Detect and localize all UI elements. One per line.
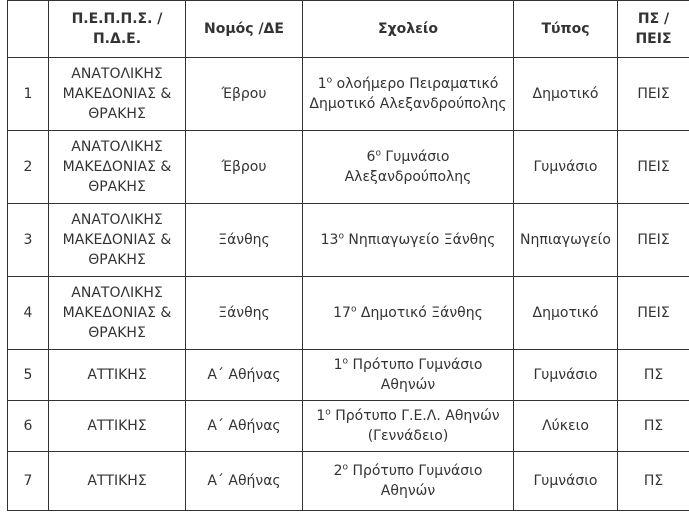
table-row <box>8 58 689 131</box>
school-ordinal: 17 <box>333 305 351 321</box>
school-ordinal-suffix: ο <box>342 356 348 367</box>
school-cell <box>303 401 514 452</box>
school-ordinal: 1 <box>316 408 326 424</box>
header-prefecture: Νομός /ΔΕ <box>186 1 303 58</box>
table-row <box>8 350 689 401</box>
school-name: Πρότυπο Γ.Ε.Λ. Αθηνών (Γεννάδειο) <box>330 408 500 444</box>
category-cell: ΠΕΙΣ <box>618 277 689 350</box>
prefecture-cell: Ξάνθης <box>186 204 303 277</box>
table-row <box>8 401 689 452</box>
table-row <box>8 277 689 350</box>
school-name: ολοήμερο Πειραματικό Δημοτικό Αλεξανδρούπολης <box>309 76 507 112</box>
row-number: 6 <box>8 401 49 452</box>
school-ordinal: 2 <box>333 463 343 479</box>
prefecture-cell: Α΄ Αθήνας <box>186 452 303 511</box>
category-cell: ΠΕΙΣ <box>618 58 689 131</box>
row-number: 3 <box>8 204 49 277</box>
region-cell: ΑΝΑΤΟΛΙΚΗΣ ΜΑΚΕΔΟΝΙΑΣ & ΘΡΑΚΗΣ <box>49 277 186 350</box>
school-ordinal-suffix: ο <box>342 462 348 473</box>
category-cell: ΠΣ <box>618 401 689 452</box>
type-cell: Γυμνάσιο <box>514 131 618 204</box>
school-name: Νηπιαγωγείο Ξάνθης <box>343 232 496 248</box>
school-ordinal-suffix: ο <box>350 304 357 315</box>
prefecture-cell: Έβρου <box>186 58 303 131</box>
type-cell: Δημοτικό <box>514 277 618 350</box>
school-cell <box>303 131 514 204</box>
row-number: 2 <box>8 131 49 204</box>
region-cell: ΑΤΤΙΚΗΣ <box>49 452 186 511</box>
table-row <box>8 131 689 204</box>
type-cell: Δημοτικό <box>514 58 618 131</box>
school-cell <box>303 452 514 511</box>
type-cell: Νηπιαγωγείο <box>514 204 618 277</box>
row-number: 1 <box>8 58 49 131</box>
category-cell: ΠΕΙΣ <box>618 204 689 277</box>
school-ordinal: 1 <box>317 76 327 92</box>
region-cell: ΑΝΑΤΟΛΙΚΗΣ ΜΑΚΕΔΟΝΙΑΣ & ΘΡΑΚΗΣ <box>49 204 186 277</box>
school-ordinal: 1 <box>333 357 343 373</box>
type-cell: Γυμνάσιο <box>514 350 618 401</box>
row-number: 5 <box>8 350 49 401</box>
prefecture-cell: Έβρου <box>186 131 303 204</box>
school-name: Πρότυπο Γυμνάσιο Αθηνών <box>348 357 483 393</box>
school-ordinal: 6 <box>366 149 376 165</box>
header-school: Σχολείο <box>303 1 514 58</box>
prefecture-cell: Α΄ Αθήνας <box>186 350 303 401</box>
type-cell: Γυμνάσιο <box>514 452 618 511</box>
school-ordinal-suffix: ο <box>338 231 344 242</box>
schools-table <box>7 0 689 511</box>
category-cell: ΠΣ <box>618 452 689 511</box>
region-cell: ΑΝΑΤΟΛΙΚΗΣ ΜΑΚΕΔΟΝΙΑΣ & ΘΡΑΚΗΣ <box>49 58 186 131</box>
table-row <box>8 204 689 277</box>
region-cell: ΑΤΤΙΚΗΣ <box>49 350 186 401</box>
school-ordinal-suffix: ο <box>326 75 333 86</box>
row-number: 7 <box>8 452 49 511</box>
category-cell: ΠΕΙΣ <box>618 131 689 204</box>
school-cell <box>303 277 514 350</box>
school-ordinal-suffix: ο <box>325 407 331 418</box>
school-ordinal: 13 <box>320 232 339 248</box>
school-ordinal-suffix: ο <box>375 148 381 159</box>
header-index <box>8 1 49 58</box>
prefecture-cell: Α΄ Αθήνας <box>186 401 303 452</box>
category-cell: ΠΣ <box>618 350 689 401</box>
school-name: Δημοτικό Ξάνθης <box>356 305 483 321</box>
table-header-row <box>8 1 689 58</box>
school-name: Γυμνάσιο Αλεξανδρούπολης <box>344 149 472 185</box>
school-cell <box>303 58 514 131</box>
school-cell <box>303 350 514 401</box>
header-region: Π.Ε.Π.Π.Σ. / Π.Δ.Ε. <box>49 1 186 58</box>
header-category: ΠΣ / ΠΕΙΣ <box>618 1 689 58</box>
type-cell: Λύκειο <box>514 401 618 452</box>
region-cell: ΑΝΑΤΟΛΙΚΗΣ ΜΑΚΕΔΟΝΙΑΣ & ΘΡΑΚΗΣ <box>49 131 186 204</box>
school-cell <box>303 204 514 277</box>
table-row <box>8 452 689 511</box>
row-number: 4 <box>8 277 49 350</box>
school-name: Πρότυπο Γυμνάσιο Αθηνών <box>348 463 483 499</box>
header-type: Τύπος <box>514 1 618 58</box>
region-cell: ΑΤΤΙΚΗΣ <box>49 401 186 452</box>
prefecture-cell: Ξάνθης <box>186 277 303 350</box>
